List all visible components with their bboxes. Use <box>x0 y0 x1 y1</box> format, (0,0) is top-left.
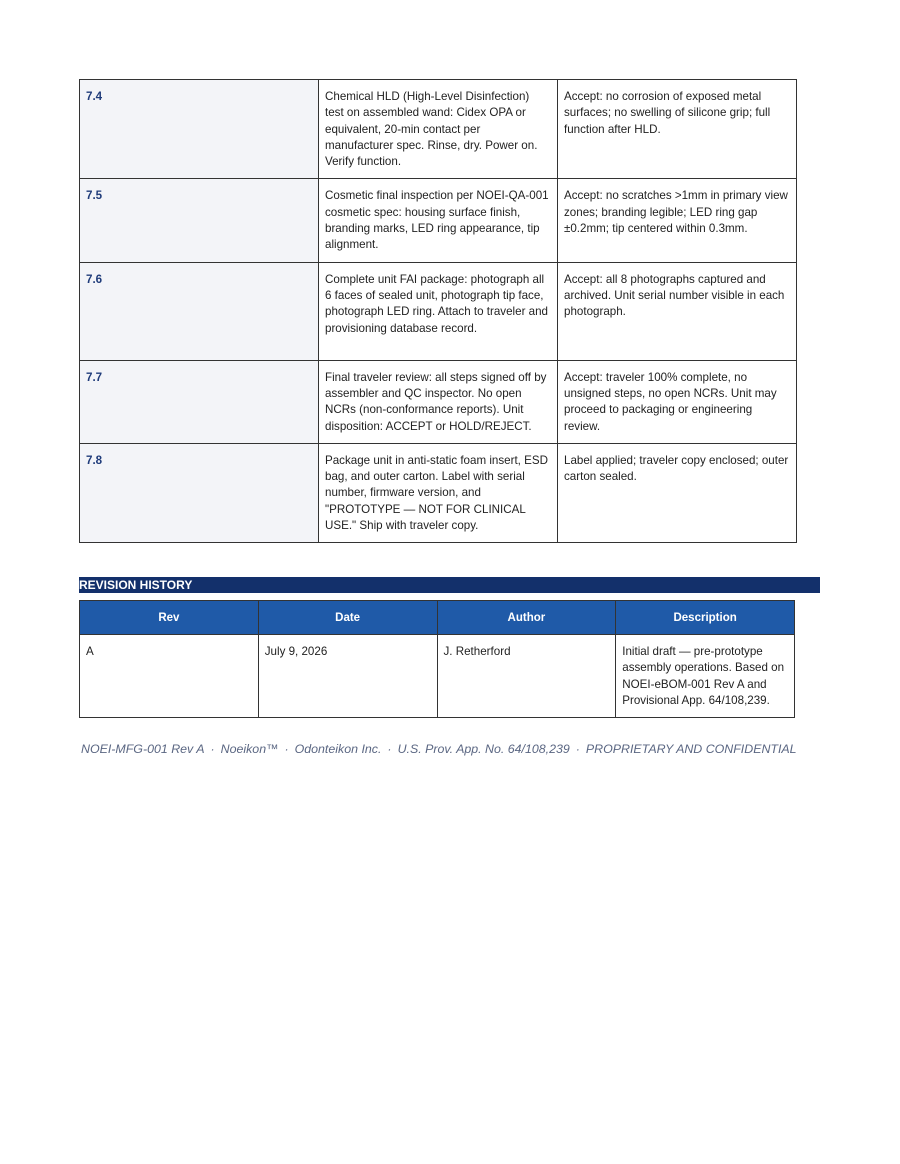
footer-product: Noeikon™ <box>220 742 279 756</box>
step-procedure: Final traveler review: all steps signed off by assembler and QC inspector. No open NCRs (non-conformance reports). Unit disposition: ACCEPT or HOLD/REJECT. <box>319 360 558 443</box>
step-procedure: Chemical HLD (High-Level Disinfection) test on assembled wand: Cidex OPA or equivalent, 20-min contact per manufacturer spec. Rinse, dry. Power on. Verify function. <box>319 80 558 179</box>
footer-separator: · <box>284 742 289 756</box>
column-header-author: Author <box>437 601 616 635</box>
step-procedure: Cosmetic final inspection per NOEI-QA-001 cosmetic spec: housing surface finish, branding marks, LED ring appearance, tip alignment. <box>319 179 558 262</box>
column-header-date: Date <box>258 601 437 635</box>
step-number: 7.8 <box>80 443 319 542</box>
step-number: 7.4 <box>80 80 319 179</box>
footer-separator: · <box>575 742 580 756</box>
table-row <box>80 443 797 542</box>
column-header-rev: Rev <box>80 601 259 635</box>
table-row <box>80 179 797 262</box>
footer-patent: U.S. Prov. App. No. 64/108,239 <box>397 742 570 756</box>
table-row <box>80 360 797 443</box>
footer-separator: · <box>387 742 392 756</box>
step-acceptance: Label applied; traveler copy enclosed; outer carton sealed. <box>558 443 797 542</box>
table-row <box>80 635 795 718</box>
step-acceptance: Accept: traveler 100% complete, no unsigned steps, no open NCRs. Unit may proceed to packaging or engineering review. <box>558 360 797 443</box>
footer-doc-id: NOEI-MFG-001 Rev A <box>81 742 205 756</box>
table-row <box>80 80 797 179</box>
revision-author: J. Retherford <box>437 635 616 718</box>
revision-history-table <box>79 600 795 718</box>
step-procedure: Package unit in anti-static foam insert, ESD bag, and outer carton. Label with serial number, firmware version, and "PROTOTYPE — NOT FOR CLINICAL USE." Ship with traveler copy. <box>319 443 558 542</box>
footer-separator: · <box>210 742 215 756</box>
step-procedure: Complete unit FAI package: photograph all 6 faces of sealed unit, photograph tip face, photograph LED ring. Attach to traveler and provisioning database record. <box>319 262 558 360</box>
table-row <box>80 262 797 360</box>
step-acceptance: Accept: all 8 photographs captured and archived. Unit serial number visible in each photograph. <box>558 262 797 360</box>
column-header-description: Description <box>616 601 795 635</box>
revision-date: July 9, 2026 <box>258 635 437 718</box>
step-number: 7.7 <box>80 360 319 443</box>
assembly-steps-table <box>79 79 797 543</box>
footer-company: Odonteikon Inc. <box>294 742 382 756</box>
revision-rev: A <box>80 635 259 718</box>
step-acceptance: Accept: no corrosion of exposed metal surfaces; no swelling of silicone grip; full function after HLD. <box>558 80 797 179</box>
revision-history-heading: REVISION HISTORY <box>79 577 820 593</box>
step-number: 7.5 <box>80 179 319 262</box>
revision-description: Initial draft — pre-prototype assembly operations. Based on NOEI-eBOM-001 Rev A and Provisional App. 64/108,239. <box>616 635 795 718</box>
step-acceptance: Accept: no scratches >1mm in primary view zones; branding legible; LED ring gap ±0.2mm; tip centered within 0.3mm. <box>558 179 797 262</box>
footer-classification: PROPRIETARY AND CONFIDENTIAL <box>585 742 797 756</box>
page-footer <box>81 742 841 756</box>
step-number: 7.6 <box>80 262 319 360</box>
table-header-row <box>80 601 795 635</box>
